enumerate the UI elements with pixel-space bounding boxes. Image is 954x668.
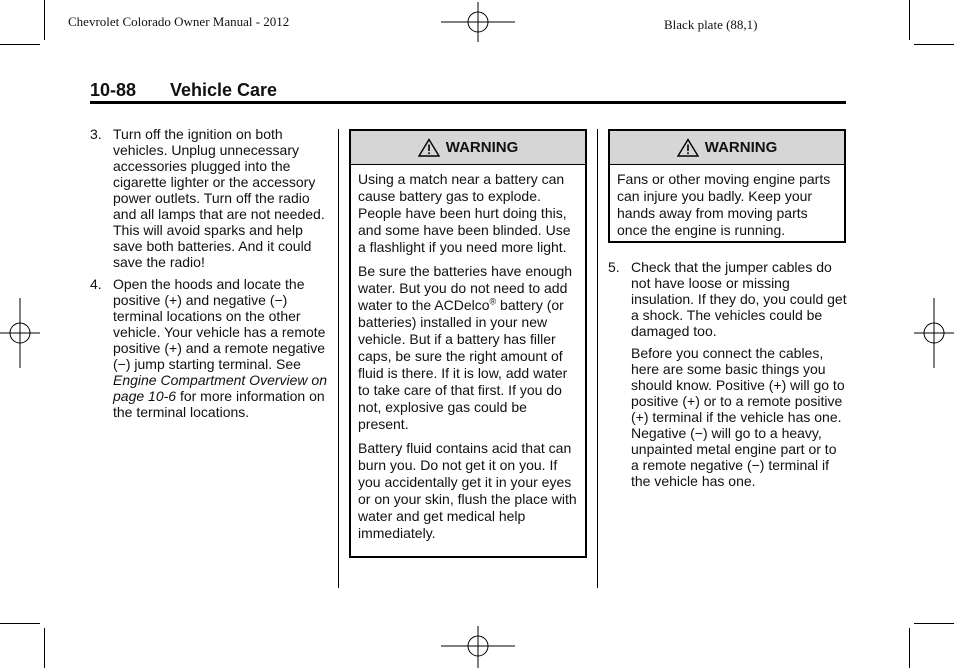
warning-title: WARNING bbox=[704, 139, 778, 156]
crop-mark bbox=[909, 0, 910, 40]
warning-title: WARNING bbox=[445, 139, 519, 156]
warning-header bbox=[610, 131, 844, 165]
warning-paragraph: Using a match near a battery can cause battery gas to explode. People have been hurt doing this, and some have been blinded. Use a flashlight if you need more light. bbox=[358, 171, 571, 255]
crop-mark bbox=[914, 623, 954, 624]
crop-mark bbox=[0, 623, 40, 624]
warning-triangle-icon bbox=[418, 138, 440, 157]
warning-paragraph bbox=[358, 263, 578, 433]
registered-mark: ® bbox=[489, 296, 497, 307]
plate-label: Black plate (88,1) bbox=[664, 17, 758, 32]
crop-mark bbox=[44, 628, 45, 668]
warning-paragraph: Fans or other moving engine parts can injure you badly. Keep your hands away from moving parts once the engine is running. bbox=[617, 171, 831, 238]
section-number: 10-88 bbox=[90, 80, 137, 100]
crop-mark bbox=[44, 0, 45, 40]
warning-body bbox=[351, 165, 585, 542]
section-title: Vehicle Care bbox=[170, 80, 278, 100]
warning-box bbox=[349, 129, 587, 558]
cross-reference-link[interactable]: Engine Compartment Overview on page 10-6 bbox=[113, 372, 327, 404]
body-paragraph: Before you connect the cables, here are some basic things you should know. Positive (+) will go to positive (+) or to a remote positive (+) terminal if the vehicle has one. Negative (−) will go to a heavy, unpainted metal engine part or to a remote negative (−) terminal if the vehicle has one. bbox=[631, 345, 845, 489]
warning-body bbox=[610, 165, 844, 239]
warning-text: Be sure the batteries have enough water. But you do not need to add water to the ACDelco bbox=[358, 263, 573, 313]
warning-paragraph: Battery fluid contains acid that can burn you. Do not get it on you. If you accidentally get it in your eyes or on your skin, flush the place with water and get medical help immediately. bbox=[358, 440, 577, 541]
item-text: Open the hoods and locate the positive (+) and negative (−) terminal locations on the other vehicle. Your vehicle has a remote positive (+) and a remote negative (−) jump starting terminal. See bbox=[113, 276, 326, 372]
section-heading bbox=[90, 80, 277, 101]
item-number: 3. bbox=[90, 126, 102, 142]
heading-rule bbox=[90, 101, 846, 104]
column-divider bbox=[597, 129, 598, 588]
manual-title: Chevrolet Colorado Owner Manual - 2012 bbox=[68, 14, 290, 29]
warning-header bbox=[351, 131, 585, 165]
item-number: 5. bbox=[608, 259, 620, 275]
list-item bbox=[90, 126, 330, 270]
warning-box bbox=[608, 129, 846, 243]
list-item bbox=[90, 276, 330, 420]
crop-mark bbox=[0, 44, 40, 45]
warning-triangle-icon bbox=[677, 138, 699, 157]
crop-mark bbox=[909, 628, 910, 668]
crop-mark bbox=[914, 44, 954, 45]
registration-mark-icon bbox=[0, 298, 40, 368]
item-number: 4. bbox=[90, 276, 102, 292]
column-3 bbox=[608, 259, 848, 489]
column-1 bbox=[90, 126, 330, 426]
registration-mark-icon bbox=[441, 626, 515, 668]
item-text-tail: for more information on the terminal locations. bbox=[113, 388, 325, 420]
registration-mark-icon bbox=[914, 298, 954, 368]
item-text: Check that the jumper cables do not have loose or missing insulation. If they do, you could get a shock. The vehicles could be damaged too. bbox=[631, 259, 847, 339]
warning-text: battery (or batteries) installed in your new vehicle. But if a battery has filler caps, be sure the right amount of fluid is there. If it is low, add water to take care of that first. If you do not, explosive gas could be present. bbox=[358, 297, 568, 432]
column-divider bbox=[338, 129, 339, 588]
item-text: Turn off the ignition on both vehicles. Unplug unnecessary accessories plugged into the cigarette lighter or the accessory power outlets. Turn off the radio and all lamps that are not needed. This will avoid sparks and help save both batteries. And it could save the radio! bbox=[113, 126, 325, 270]
list-item bbox=[608, 259, 848, 339]
registration-mark-icon bbox=[441, 2, 515, 42]
